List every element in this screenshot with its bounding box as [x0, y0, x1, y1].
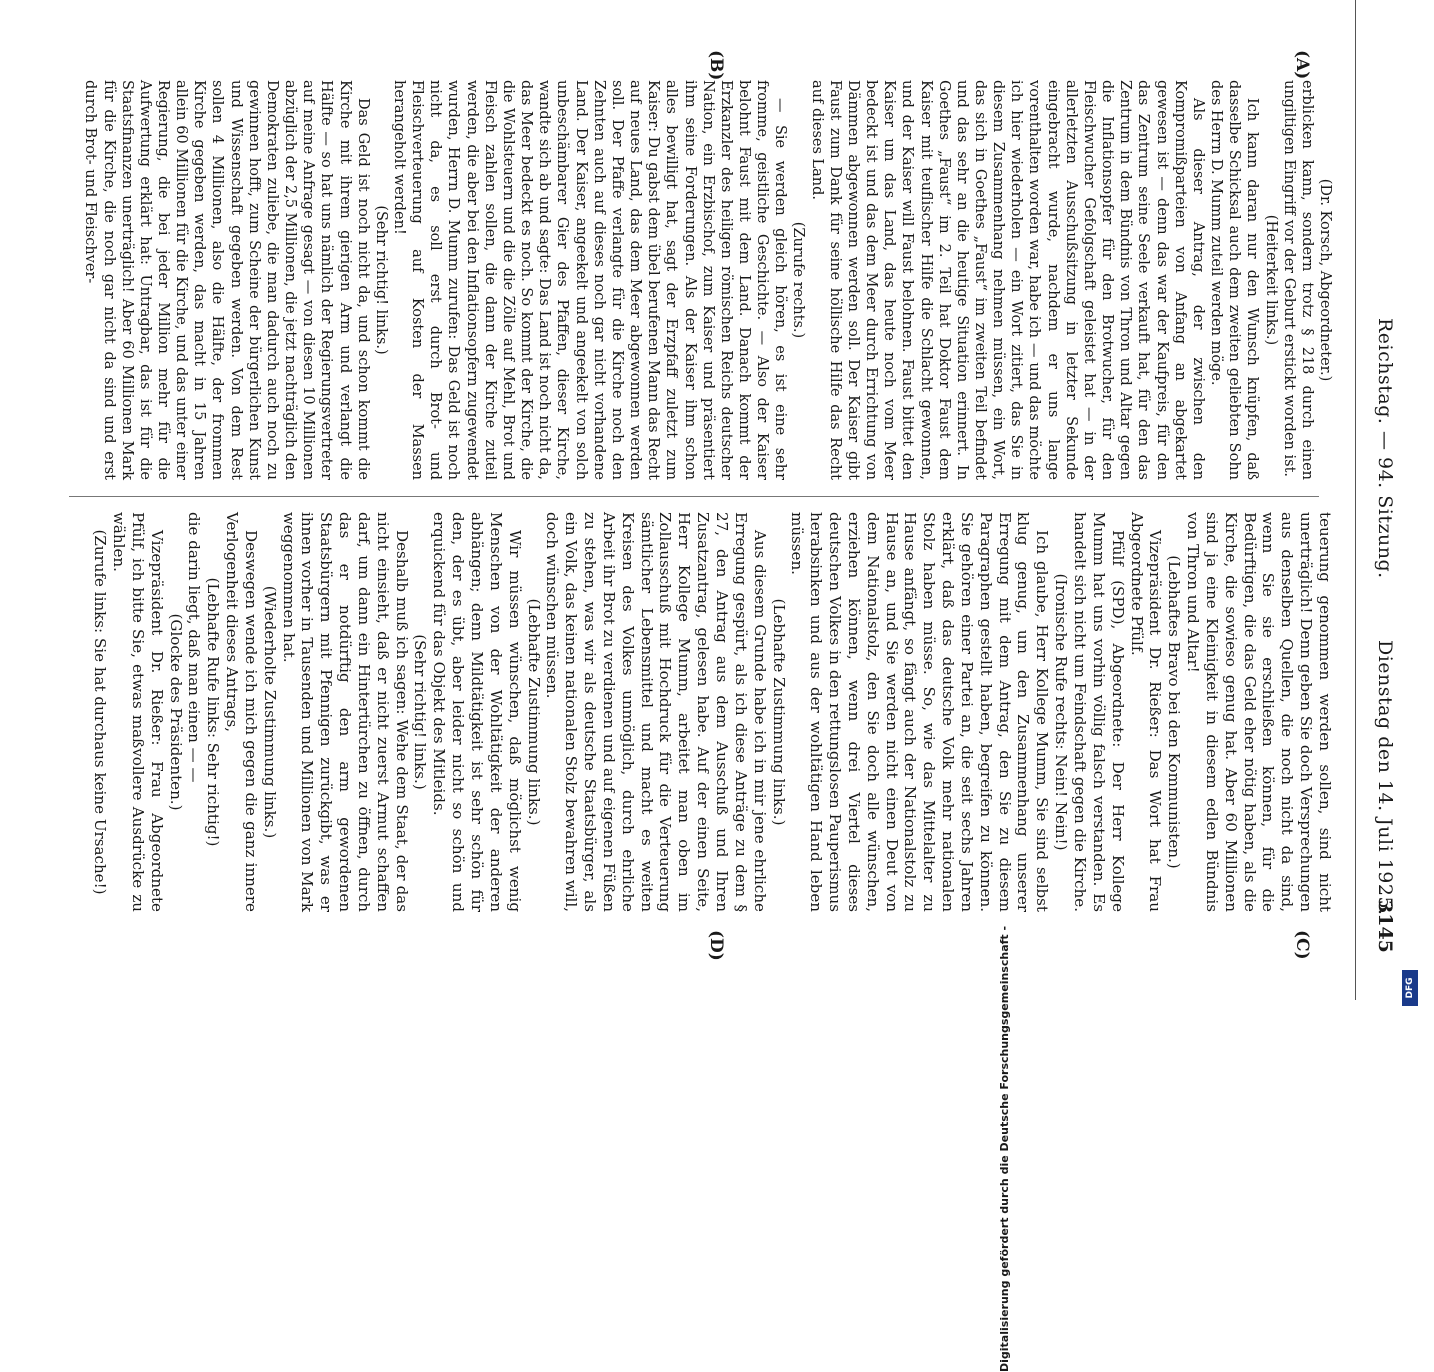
margin-marker-d: (D): [706, 930, 726, 961]
interjection: (Lebhafte Zustimmung links.): [769, 598, 788, 826]
interjection: (Heiterkeit links.): [1262, 214, 1279, 346]
paragraph: Aus diesem Grunde habe ich in mir jene ehrliche Erregung gespürt, als ich diese Anträge zu dem § 27, den Antrag aus dem Ausschuß und Ihren Zusatzantrag, gelesen habe. Auf der einen Seite, Herr Kollege Mumm, arbeitet man oben im Zollausschuß mit Hochdruck für die Verteuerung sämtlicher Lebensmittel und macht es weiten Kreisen des Volkes unmöglich, durch ehrliche Arbeit ihr Brot zu verdienen und auf eigenen Füßen zu stehen, was wir als deutsche Staatsbürger, als ein Volk, das keinen nationalen Stolz bewahren will, doch wünschen müssen.: [543, 512, 769, 912]
paragraph: Das Geld ist noch nicht da, und schon kommt die Kirche mit ihrem gierigen Arm und verlangt die Hälfte — so hat uns nämlich der Regierungsvertreter auf meine Anfrage gesagt — von diesen 10 Millionen abzüglich der 2,5 Millionen, die jetzt nachträglich den Demokraten zuliebe, die man dadurch auch noch zu gewinnen hofft, zum Scheine der bürgerlichen Kunst und Wissenschaft gegeben werden. Von dem Rest sollen 4 Millionen, also die Hälfte, der frommen Kirche gegeben werden, das macht in 15 Jahren allein 60 Millionen für die Kirche, und das unter einer Regierung, die bei jeder Million mehr für die Aufwertung erklärt hat: Untragbar, das ist für die Staatsfinanzen unerträglich! Aber 60 Millionen Mark für die Kirche, die noch gar nicht da sind und erst durch Brot- und Fleischver-: [82, 80, 371, 480]
column-divider: [69, 496, 1319, 497]
paragraph: teuerung genommen werden sollen, sind nicht unerträglich! Denn geben Sie doch Versprechungen aus denselben Quellen, die noch nicht da sind, wenn Sie sie erschließen können, für die Bedürftigen, die das Geld eher nötig haben, als die Kirche, die sowieso genug hat. Aber 60 Millionen sind ja eine Kleinigkeit in diesem edlen Bündnis von Thron und Altar!: [1184, 512, 1334, 912]
margin-marker-b: (B): [706, 50, 726, 81]
right-column: [90, 512, 1334, 912]
interjection: (Zurufe rechts.): [790, 221, 807, 339]
paragraph: — Sie werden gleich hören, es ist eine sehr fromme, geistliche Geschichte. — Also der Kaiser belohnt Faust mit dem Land. Danach kommt der Erzkanzler des heiligen römischen Reichs deutscher Nation, ein Erzbischof, zum Kaiser und präsentiert ihm seine Forderungen. Als der Kaiser ihm schon alles bewilligt hat, sagt der Erzpfaff zuletzt zum Kaiser: Du gabst dem übel berufenen Mann das Recht auf neues Land, das dem Meer abgewonnen werden soll. Der Pfaffe verlangte für die Kirche noch den Zehnten auch auf dieses noch gar nicht vorhandene Land. Der Kaiser, angeekelt und angeekelt von solch unbeschämbarer Gier des Pfaffen, dieser Kirche, wandte sich ab und sagte: Das Land ist noch nicht da, das Meer bedeckt es noch. So kommt der Kirche, die die Wohlsteuern und die die Zölle auf Mehl, Brot und Fleisch zahlen sollen, die dann der Kirche zuteil werden, die aber bei den Inflationsopfern zugewendet wurden, Herrn D. Mumm zurufen: Das Geld ist noch nicht da, es soll erst durch Brot- und Fleischverteuerung auf Kosten der Massen herangeholt werden!: [391, 80, 789, 480]
paragraph: Als dieser Antrag, der zwischen den Kompromißparteien von Anfang an abgekartet gewesen ist — denn das war der Kaufpreis, für den das Zentrum seine Seele verkauft hat, für den das Zentrum in dem Bündnis von Thron und Altar gegen die Inflationsopfer für den Brotwucher, für den Fleischwucher Gefolgschaft geleistet hat — in der allerletzten Ausschußsitzung in letzter Sekunde eingebracht wurde, nachdem er uns lange vorenthalten worden war, habe ich — und das möchte ich hier wiederholen — ein Wort zitiert, das Sie in diesem Zusammenhang nehmen müssen, ein Wort, das sich in Goethes „Faust“ im zweiten Teil befindet und das sehr an die heutige Situation erinnert. In Goethes „Faust“ im 2. Teil hat Doktor Faust dem Kaiser mit teuflischer Hilfe die Schlacht gewonnen, und der Kaiser will Faust belohnen. Faust bittet den Kaiser um das Land, das heute noch vom Meer bedeckt ist und das dem Meer durch Errichtung von Dämmen abgewonnen werden soll. Der Kaiser gibt Faust zum Dank für seine höllische Hilfe das Recht auf dieses Land.: [808, 80, 1206, 480]
interjection: (Sehr richtig! links.): [411, 634, 430, 790]
header-left: Reichstag. — 94. Sitzung.: [1374, 318, 1396, 579]
interjection: (Glocke des Präsidenten.): [166, 613, 185, 811]
header-rule: [1355, 0, 1356, 1000]
speaker-line: (Dr. Korsch, Abgeordneter.): [1317, 178, 1333, 382]
header-right: Dienstag den 14. Juli 1925.: [1374, 640, 1396, 916]
page-header: [1362, 0, 1434, 1000]
paragraph: Wir müssen wünschen, daß möglichst wenig Menschen von der Wohltätigkeit der anderen abhängen; denn Mildtätigkeit ist sehr schön für den, der es übt, aber leider nicht so schön und erquickend für das Objekt des Mitleids.: [430, 512, 524, 912]
speaker-paragraph: Vizepräsident Dr. Rießer: Frau Abgeordnete Pfülf, ich bitte Sie, etwas maßvollere Ausdrücke zu wählen.: [110, 512, 166, 912]
paragraph: die darin liegt, daß man einen — —: [185, 512, 204, 783]
interjection: (Sehr richtig! links.): [372, 205, 389, 355]
paragraph: erblicken kann, sondern trotz § 218 durch einen ungiltigen Eingriff vor der Geburt erstickt worden ist.: [1280, 80, 1315, 480]
paragraph: Ich glaube, Herr Kollege Mumm, Sie sind selbst klug genug, um den Zusammenhang unserer Erregung mit dem Antrag, den Sie zu diesem Paragraphen gestellt haben, begreifen zu können. Sie gehören einer Partei an, die seit sechs Jahren erklärt, daß das deutsche Volk mehr nationalen Stolz haben müsse. So, wie das Mittelalter zu Hause anfängt, so fängt auch der Nationalstolz zu Hause an, und Sie werden nicht einen Deut von dem Nationalstolz, den Sie doch alle wünschen, erziehen können, wenn drei Viertel dieses deutschen Volkes in den rettungslosen Pauperismus herabsinken und aus der wohltätigen Hand leben müssen.: [788, 512, 1052, 912]
paragraph: Deswegen wende ich mich gegen die ganz innere Verlogenheit dieses Antrags,: [223, 512, 260, 912]
margin-marker-c: (C): [1292, 930, 1312, 960]
interjection: (Zurufe links: Sie hat durchaus keine Ursache!): [91, 529, 110, 895]
left-column: [81, 80, 1334, 480]
speaker-paragraph: Vizepräsident Dr. Rießer: Das Wort hat Frau Abgeordnete Pfülf.: [1127, 512, 1165, 912]
page-number: 3145: [1374, 900, 1396, 953]
dfg-logo: DFG: [1402, 970, 1418, 1006]
interjection: (Wiederholte Zustimmung links.): [260, 585, 279, 839]
interjection: (Lebhafte Zustimmung links.): [524, 598, 543, 826]
speaker-paragraph: Pfülf (SPD), Abgeordnete: Der Herr Kollege Mumm hat uns vorhin völlig falsch verstanden. Es handelt sich nicht um Feindschaft gegen die Kirche.: [1071, 512, 1127, 912]
interjection: (Lebhaftes Bravo bei den Kommunisten.): [1165, 555, 1184, 869]
paragraph: Deshalb muß ich sagen: Wehe dem Staat, der das nicht einsieht, daß er nicht zuerst Armut schaffen darf, um dann ein Hintertürchen zu öffnen, durch das er notdürftig den arm gewordenen Staatsbürgern mit Pfennigen zurückgibt, was er ihnen vorher in Tausenden und Millionen von Mark weggenommen hat.: [279, 512, 411, 912]
digitization-credit: Digitalisierung gefördert durch die Deutsche Forschungsgemeinschaft -: [998, 925, 1011, 1372]
paragraph: Ich kann daran nur den Wunsch knüpfen, daß dasselbe Schicksal auch dem zweiten geliebten Sohn des Herrn D. Mumm zuteil werden möge.: [1208, 80, 1261, 480]
margin-marker-a: (A): [1292, 50, 1312, 80]
interjection: (Lebhafte Rufe links: Sehr richtig!): [204, 577, 223, 847]
interjection: (Ironische Rufe rechts: Nein! Nein!): [1052, 573, 1071, 851]
